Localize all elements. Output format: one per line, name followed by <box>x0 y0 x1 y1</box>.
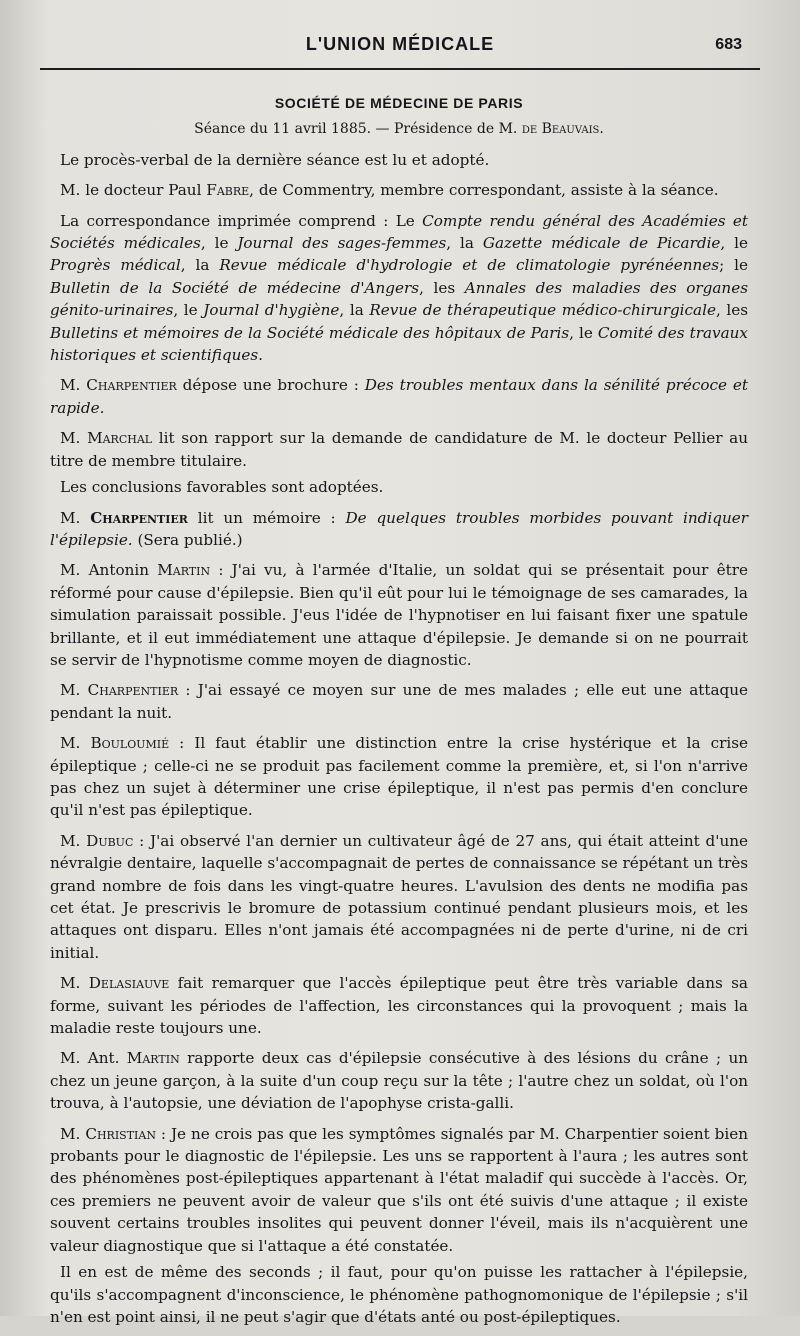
paragraph-antonin-martin <box>50 559 748 671</box>
paragraph-text: dépose une brochure : <box>176 376 365 395</box>
paragraph-text: : Il faut établir une distinction entre la crise hystérique et la crise épileptique ; celle-ci ne se produit pas facilement comme la première, et, si l'on n'arrive pas chez un sujet à déterminer une crise épileptique, il n'est pas permis d'en conclure qu'il n'est pas épileptique. <box>50 734 748 820</box>
paragraph-lead: M. <box>60 1124 86 1143</box>
speaker-name: Christian <box>85 1124 156 1143</box>
speaker-name: Fabre <box>206 181 250 200</box>
publication-title: Gazette médicale de Picardie <box>482 234 721 253</box>
paragraph-correspondance <box>50 210 748 367</box>
society-title: SOCIÉTÉ DE MÉDECINE DE PARIS <box>274 95 524 111</box>
paragraph-dubuc <box>50 830 748 964</box>
publication-title: Des troubles mentaux dans la sénilité précoce et rapide. <box>50 376 748 417</box>
paragraph-lead: M. <box>60 734 91 753</box>
paragraph-text: : J'ai essayé ce moyen sur une de mes malades ; elle eut une attaque pendant la nuit. <box>50 681 748 722</box>
text-segment: , le <box>720 234 748 253</box>
speaker-name: Dubuc <box>86 831 134 850</box>
text-segment: , le <box>569 323 598 342</box>
paragraph-conclusions: Les conclusions favorables sont adoptées. <box>60 478 384 497</box>
paragraph-lead: M. le docteur Paul <box>60 181 207 200</box>
text-segment: , la <box>339 301 370 320</box>
paragraph-lead: M. Antonin <box>60 561 158 580</box>
paragraph-charpentier-essai <box>50 679 748 724</box>
journal-title: L'UNION MÉDICALE <box>305 34 495 54</box>
paragraph-seconds: Il en est de même des seconds ; il faut, pour qu'on puisse les rattacher à l'épilepsie, qu'ils s'accompagnent d'inconscience, le phénomène pathognomonique de l'épilepsie ; s'il n'en est point ainsi, il ne peut s'agir que d'états anté ou post-épileptiques. <box>50 1263 748 1326</box>
speaker-name: Marchal <box>87 429 153 448</box>
paragraph-marchal <box>50 427 748 472</box>
paragraph-charpentier-brochure <box>50 374 748 419</box>
page-number: 683 <box>715 36 742 53</box>
text-segment: , les <box>419 278 465 297</box>
publication-title: Compte rendu général des Académies et Sociétés médicales <box>50 211 748 253</box>
paragraph-lead: M. <box>60 508 91 527</box>
paragraph-delasiauve <box>50 972 748 1039</box>
paragraph-bouloumie <box>50 732 748 822</box>
publication-title: Annales des maladies des organes génito-urinaires <box>50 278 748 320</box>
paragraph-ant-martin <box>50 1047 748 1114</box>
speaker-name: Bouloumié <box>90 734 170 753</box>
seance-line <box>50 118 748 140</box>
paragraph-text: : Je ne crois pas que les symptômes signalés par M. Charpentier soient bien probants pour le diagnostic de l'épilepsie. Les uns se rapportent à l'aura ; les autres sont des phénomènes post-épileptiques appartenant à l'état maladif qui succède à l'accès. Or, ces premiers ne peuvent avoir de valeur que s'ils ont été suivis d'une attaque ; il existe souvent certains troubles insolites qui peuvent donner l'éveil, mais ils n'acquièrent une valeur diagnostique que si l'attaque a été constatée. <box>50 1124 748 1255</box>
speaker-name: Delasiauve <box>88 974 170 993</box>
publication-title: Journal d'hygiène <box>203 301 340 320</box>
paragraph-text: lit un mémoire : <box>187 508 346 527</box>
text-segment: . <box>258 346 263 365</box>
paragraph-lead: M. <box>60 376 87 395</box>
paragraph-text: , de Commentry, membre correspondant, assiste à la séance. <box>249 181 719 200</box>
publication-title: Comité des travaux historiques et scientifiques <box>50 323 748 365</box>
paragraph-text: : J'ai observé l'an dernier un cultivateur âgé de 27 ans, qui était atteint d'une névralgie dentaire, laquelle s'accompagnait de pertes de connaissance se répétant un très grand nombre de fois dans les vingt-quatre heures. L'avulsion des dents ne modifia pas cet état. Je prescrivis le bromure de potassium continué pendant plusieurs mois, et les attaques ont disparu. Elles n'ont jamais été accompagnées ni de perte d'urine, ni de cri initial. <box>50 831 748 962</box>
speaker-name: Martin <box>157 561 211 580</box>
speaker-name: Martin <box>126 1049 180 1068</box>
header-rule <box>40 68 760 70</box>
paragraph-proces-verbal: Le procès-verbal de la dernière séance est lu et adopté. <box>60 150 490 169</box>
speaker-name: Charpentier <box>86 376 177 395</box>
publication-title: Journal des sages-femmes <box>237 234 447 253</box>
text-segment: , le <box>173 301 204 320</box>
speaker-name: Charpentier <box>90 508 188 527</box>
seance-lead: Séance du 11 avril 1885. — Présidence de M. <box>194 121 522 138</box>
paragraph-text: rapporte deux cas d'épilepsie consécutive à des lésions du crâne ; un chez un jeune garçon, à la suite d'un coup reçu sur la tête ; l'autre chez un soldat, où l'on trouva, à l'autopsie, une déviation de l'apophyse crista-galli. <box>50 1049 749 1113</box>
paragraph-lead: M. <box>60 831 87 850</box>
publication-title: Bulletin de la Société de médecine d'Angers <box>50 278 420 297</box>
speaker-name: Charpentier <box>87 681 179 700</box>
paragraph-text: (Sera publié.) <box>132 530 243 549</box>
paragraph-lead: M. Ant. <box>60 1049 127 1068</box>
publication-title: Progrès médical <box>50 256 181 275</box>
paragraph-fabre <box>50 179 748 201</box>
paragraph-charpentier-memoire <box>50 507 748 552</box>
running-header <box>40 30 760 70</box>
publication-title: De quelques troubles morbides pouvant indiquer l'épilepsie. <box>50 508 748 549</box>
paragraph-christian <box>50 1123 748 1257</box>
text-segment: ; le <box>719 256 748 275</box>
text-segment: , le <box>200 234 238 253</box>
paragraph-text: : J'ai vu, à l'armée d'Italie, un soldat qui se présentait pour être réformé pour cause d'épilepsie. Bien qu'il eût pour lui le témoignage de ses camarades, la simulation paraissait possible. J'eus l'idée de l'hypnotiser en lui faisant fixer une spatule brillante, et il eut immédiatement une attaque d'épilepsie. Je demande si on ne pourrait se servir de l'hypnotisme comme moyen de diagnostic. <box>50 561 748 669</box>
paragraph-text: fait remarquer que l'accès épileptique peut être très variable dans sa forme, suivant les périodes de l'affection, les circonstances qui la provoquent ; mais la maladie reste toujours une. <box>50 974 748 1038</box>
seance-president: de Beauvais. <box>521 121 604 138</box>
paragraph-lead: M. <box>60 681 88 700</box>
text-segment: La correspondance imprimée comprend : Le <box>60 211 423 230</box>
text-segment: , la <box>446 234 483 253</box>
article-body <box>50 92 748 1336</box>
publication-title: Revue de thérapeutique médico-chirurgicale <box>369 301 716 320</box>
paragraph-text: lit son rapport sur la demande de candidature de M. le docteur Pellier au titre de membre titulaire. <box>50 429 748 470</box>
paragraph-lead: M. <box>60 429 88 448</box>
publication-title: Bulletins et mémoires de la Société médicale des hôpitaux de Paris <box>50 323 570 342</box>
publication-title: Revue médicale d'hydrologie et de climatologie pyrénéennes <box>219 256 720 275</box>
paragraph-lead: M. <box>60 974 89 993</box>
text-segment: , la <box>180 256 220 275</box>
text-segment: , les <box>715 301 749 320</box>
